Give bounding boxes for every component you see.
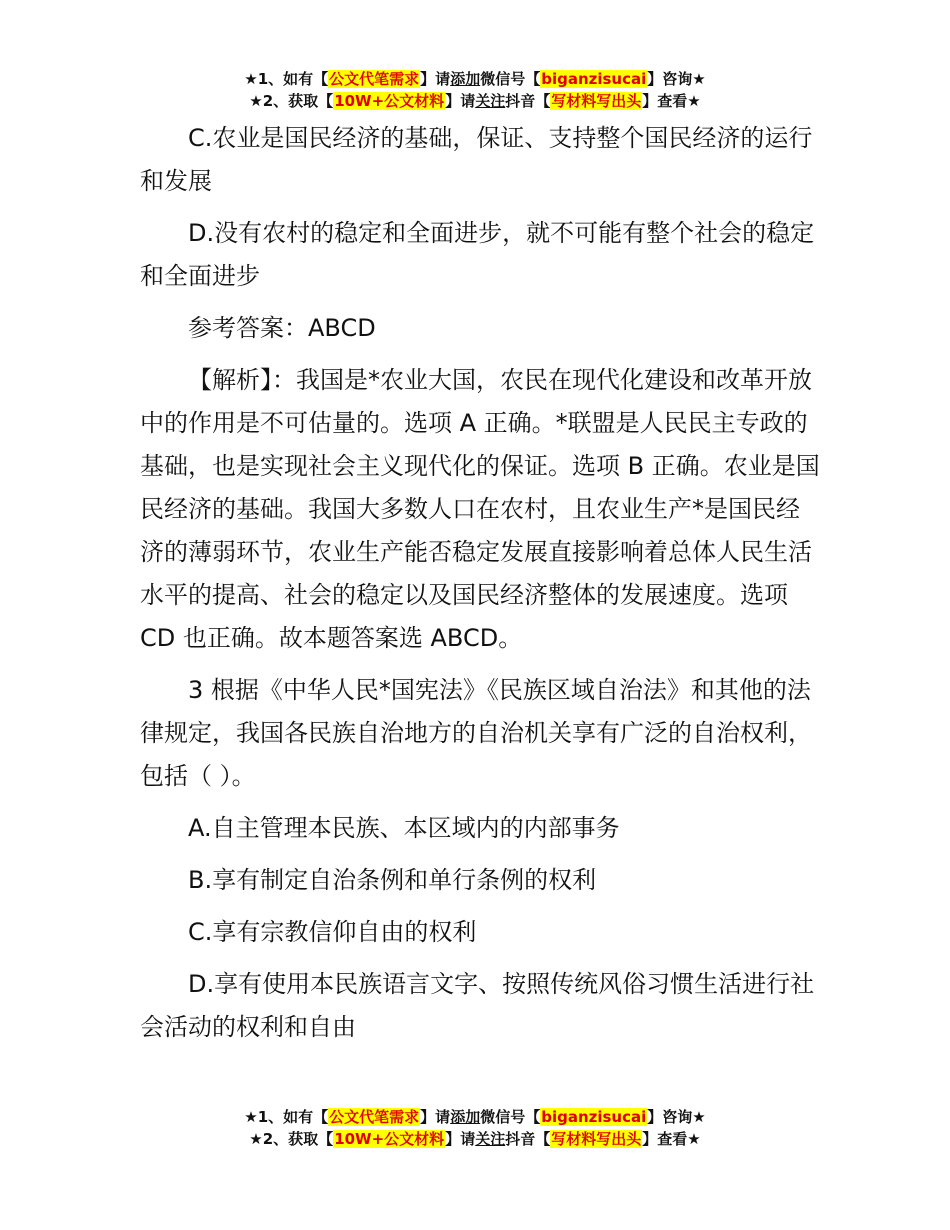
highlight-wechat-id: biganzisucai [541,1108,647,1126]
answer-paragraph: 参考答案：ABCD [188,314,376,342]
question-option-c: C.享有宗教信仰自由的权利 [188,918,477,946]
banner-line-2: ★2、获取【10W+公文材料】请关注抖音【写材料写出头】查看★ [249,92,701,110]
highlight-materials: 10W+公文材料 [334,92,445,110]
document-body [140,117,820,1058]
banner-line-2: ★2、获取【10W+公文材料】请关注抖音【写材料写出头】查看★ [249,1130,701,1148]
highlight-service: 公文代笔需求 [329,70,420,88]
highlight-service: 公文代笔需求 [329,1108,420,1126]
banner-line-1: ★1、如有【公文代笔需求】请添加微信号【biganzisucai】咨询★ [244,1108,706,1126]
question-option-b: B.享有制定自治条例和单行条例的权利 [188,866,597,894]
highlight-douyin-account: 写材料写出头 [551,92,642,110]
question-option-a: A.自主管理本民族、本区域内的内部事务 [188,814,620,842]
question-option-d: D.享有使用本民族语言文字、按照传统风俗习惯生活进行社会活动的权利和自由 [140,970,815,1041]
highlight-materials: 10W+公文材料 [334,1130,445,1148]
header-banner [0,68,950,112]
banner-line-1: ★1、如有【公文代笔需求】请添加微信号【biganzisucai】咨询★ [244,70,706,88]
footer-banner [0,1106,950,1150]
highlight-wechat-id: biganzisucai [541,70,647,88]
option-c-paragraph: C.农业是国民经济的基础，保证、支持整个国民经济的运行和发展 [140,124,813,195]
option-d-paragraph: D.没有农村的稳定和全面进步，就不可能有整个社会的稳定和全面进步 [140,219,815,290]
highlight-douyin-account: 写材料写出头 [551,1130,642,1148]
analysis-paragraph: 【解析】：我国是*农业大国，农民在现代化建设和改革开放中的作用是不可估量的。选项 A 正确。*联盟是人民民主专政的基础，也是实现社会主义现代化的保证。选项 B 正确。农业是国民经济的基础。我国大多数人口在农村，且农业生产*是国民经济的薄弱环节，农业生产能否稳定发展直接影响着总体人民生活水平的提高、社会的稳定以及国民经济整体的发展速度。选项 CD 也正确。故本题答案选 ABCD。 [140,366,820,652]
question-paragraph: 3 根据《中华人民*国宪法》《民族区域自治法》和其他的法律规定，我国各民族自治地方的自治机关享有广泛的自治权利，包括（ ）。 [140,676,812,790]
